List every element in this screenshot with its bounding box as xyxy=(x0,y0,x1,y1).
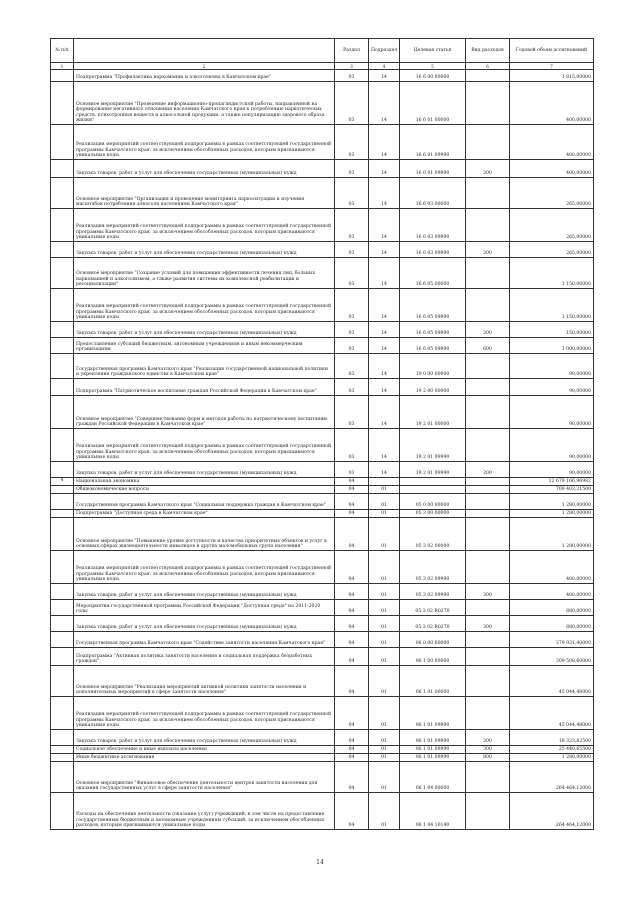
row-razdel: 03 xyxy=(335,178,369,209)
table-row xyxy=(51,338,594,354)
row-razdel: 04 xyxy=(335,478,369,486)
row-amount: 265,00000 xyxy=(510,242,594,258)
row-name: Подпрограмма "Патриотическое воспитание граждан Российской Федерации в Камчатском крае" xyxy=(74,379,335,396)
row-amount: 150,00000 xyxy=(510,322,594,338)
row-name: Реализация мероприятий соответствующей подпрограммы в рамках соответствующей государственной программы Камчатского края, за исключением обособленных расходов, которым присваиваются уникальные коды xyxy=(74,289,335,322)
row-target-article xyxy=(400,478,466,486)
row-name: Социальное обеспечение и иные выплаты населению xyxy=(74,746,335,754)
row-name: Подпрограмма "Профилактика наркомании и алкоголизма в Камчатском крае" xyxy=(74,70,335,82)
table-row xyxy=(51,289,594,322)
row-razdel: 04 xyxy=(335,746,369,754)
row-target-article: 16 6 01 09990 xyxy=(400,160,466,178)
row-amount: 309 508,60000 xyxy=(510,648,594,666)
row-razdel: 04 xyxy=(335,793,369,830)
row-podrazdel: 14 xyxy=(369,429,400,462)
table-row xyxy=(51,322,594,338)
row-podrazdel: 01 xyxy=(369,510,400,518)
row-expense-type xyxy=(466,762,510,793)
row-razdel: 03 xyxy=(335,125,369,160)
row-razdel: 04 xyxy=(335,494,369,510)
row-number xyxy=(51,209,74,242)
row-podrazdel: 14 xyxy=(369,289,400,322)
table-row xyxy=(51,746,594,754)
row-expense-type xyxy=(466,379,510,396)
row-podrazdel: 14 xyxy=(369,82,400,125)
row-name: Национальная экономика xyxy=(74,478,335,486)
row-amount: 12 679 166,96982 xyxy=(510,478,594,486)
table-row xyxy=(51,486,594,494)
row-amount: 400,00000 xyxy=(510,584,594,600)
table-row xyxy=(51,429,594,462)
row-podrazdel: 01 xyxy=(369,518,400,551)
row-amount: 90,00000 xyxy=(510,354,594,379)
row-expense-type xyxy=(466,82,510,125)
row-expense-type xyxy=(466,178,510,209)
row-name: Реализация мероприятий соответствующей подпрограммы в рамках соответствующей государственной программы Камчатского края, за исключением обособленных расходов, которым присваиваются уникальные коды xyxy=(74,551,335,584)
row-target-article: 19 2 01 09990 xyxy=(400,429,466,462)
table-row xyxy=(51,379,594,396)
row-amount: 45 044,48000 xyxy=(510,697,594,730)
row-number xyxy=(51,730,74,746)
row-amount: 1 150,00000 xyxy=(510,258,594,289)
column-index: 6 xyxy=(466,63,510,70)
table-header-row xyxy=(51,39,594,63)
row-expense-type xyxy=(466,697,510,730)
table-row xyxy=(51,600,594,616)
column-index: 5 xyxy=(400,63,466,70)
row-podrazdel xyxy=(369,478,400,486)
row-expense-type xyxy=(466,518,510,551)
row-number xyxy=(51,666,74,697)
row-expense-type xyxy=(466,258,510,289)
row-expense-type xyxy=(466,209,510,242)
header-expense-type: Вид расходов xyxy=(466,39,510,63)
row-razdel: 04 xyxy=(335,518,369,551)
row-expense-type: 200 xyxy=(466,242,510,258)
row-name: Реализация мероприятий соответствующей подпрограммы в рамках соответствующей государственной программы Камчатского края, за исключением обособленных расходов, которым присваиваются уникальные коды xyxy=(74,429,335,462)
column-index: 3 xyxy=(335,63,369,70)
table-row xyxy=(51,178,594,209)
row-razdel: 04 xyxy=(335,632,369,648)
table-row xyxy=(51,160,594,178)
row-amount: 90,00000 xyxy=(510,462,594,478)
table-row xyxy=(51,396,594,429)
row-podrazdel: 01 xyxy=(369,616,400,632)
row-name: Расходы на обеспечение деятельности (оказание услуг) учреждений, в том числе на предоставление государственным бюджетным и автономным учреждениям субсидий, за исключением обособленных расходов, которым присваиваются уникальные коды xyxy=(74,793,335,830)
row-name: Основное мероприятие "Организация и проведение мониторинга наркоситуации и изучения масштабов потребления алкоголя населением Камчатского края" xyxy=(74,178,335,209)
row-target-article: 16 6 05 09990 xyxy=(400,338,466,354)
row-target-article: 19 2 01 00000 xyxy=(400,396,466,429)
table-row xyxy=(51,730,594,746)
row-name: Подпрограмма "Доступная среда в Камчатском крае" xyxy=(74,510,335,518)
row-podrazdel: 14 xyxy=(369,160,400,178)
row-razdel: 03 xyxy=(335,322,369,338)
header-target-article: Целевая статья xyxy=(400,39,466,63)
row-expense-type: 800 xyxy=(466,754,510,762)
row-podrazdel: 14 xyxy=(369,70,400,82)
row-razdel: 04 xyxy=(335,616,369,632)
table-row xyxy=(51,510,594,518)
row-target-article: 16 6 03 09990 xyxy=(400,242,466,258)
row-name: Основное мероприятие "Повышение уровня доступности и качества приоритетных объектов и услуг в основных сферах жизнедеятельности инвалидов и других маломобильных групп населения" xyxy=(74,518,335,551)
row-amount: 1 280,00000 xyxy=(510,510,594,518)
row-number xyxy=(51,258,74,289)
row-number xyxy=(51,429,74,462)
row-razdel: 03 xyxy=(335,338,369,354)
row-expense-type: 200 xyxy=(466,322,510,338)
row-amount: 265,00000 xyxy=(510,178,594,209)
row-podrazdel: 01 xyxy=(369,494,400,510)
row-amount: 18 323,82500 xyxy=(510,730,594,746)
table-row xyxy=(51,518,594,551)
row-number xyxy=(51,354,74,379)
row-amount: 25 440,65500 xyxy=(510,746,594,754)
row-amount: 265,00000 xyxy=(510,209,594,242)
row-name: Реализация мероприятий соответствующей подпрограммы в рамках соответствующей государственной программы Камчатского края, за исключением обособленных расходов, которым присваиваются уникальные коды xyxy=(74,125,335,160)
row-target-article xyxy=(400,486,466,494)
row-number xyxy=(51,178,74,209)
row-target-article: 19 2 01 09990 xyxy=(400,462,466,478)
row-number xyxy=(51,70,74,82)
row-podrazdel: 14 xyxy=(369,338,400,354)
row-name: Государственная программа Камчатского края "Реализация государственной национальной политики и укрепление гражданского единства в Камчатском крае" xyxy=(74,354,335,379)
table-row xyxy=(51,754,594,762)
row-target-article: 06 0 00 00000 xyxy=(400,632,466,648)
row-razdel: 04 xyxy=(335,697,369,730)
row-name: Предоставление субсидий бюджетным, автономным учреждениям и иным некоммерческим организациям xyxy=(74,338,335,354)
table-row xyxy=(51,697,594,730)
row-number xyxy=(51,379,74,396)
row-name: Подпрограмма "Активная политика занятости населения и социальная поддержка безработных граждан" xyxy=(74,648,335,666)
table-row xyxy=(51,462,594,478)
row-amount: 1 815,00000 xyxy=(510,70,594,82)
row-name: Общеэкономические вопросы xyxy=(74,486,335,494)
row-razdel: 03 xyxy=(335,379,369,396)
row-number xyxy=(51,793,74,830)
column-index: 2 xyxy=(74,63,335,70)
row-number xyxy=(51,494,74,510)
row-razdel: 03 xyxy=(335,354,369,379)
row-amount: 379 931,40000 xyxy=(510,632,594,648)
row-target-article: 16 6 00 00000 xyxy=(400,70,466,82)
row-amount: 1 280,00000 xyxy=(510,494,594,510)
row-amount: 1 280,00000 xyxy=(510,754,594,762)
row-number xyxy=(51,616,74,632)
row-target-article: 19 0 00 00000 xyxy=(400,354,466,379)
row-amount: 1 150,00000 xyxy=(510,289,594,322)
table-body xyxy=(51,70,594,830)
row-razdel: 04 xyxy=(335,584,369,600)
row-expense-type: 300 xyxy=(466,746,510,754)
row-podrazdel: 14 xyxy=(369,209,400,242)
row-amount: 1 280,00000 xyxy=(510,518,594,551)
row-number xyxy=(51,338,74,354)
row-podrazdel: 01 xyxy=(369,730,400,746)
row-name: Основное мероприятие "Совершенствование форм и методов работы по патриотическому воспитанию граждан Российской Федерации в Камчатском крае" xyxy=(74,396,335,429)
row-razdel: 03 xyxy=(335,209,369,242)
row-name: Основное мероприятие "Финансовое обеспечение деятельности центров занятости населения для оказания государственных услуг в сфере занятости населения" xyxy=(74,762,335,793)
row-target-article: 16 6 01 09990 xyxy=(400,125,466,160)
row-podrazdel: 01 xyxy=(369,584,400,600)
row-amount: 264 464,12000 xyxy=(510,793,594,830)
column-index: 7 xyxy=(510,63,594,70)
row-amount: 400,00000 xyxy=(510,160,594,178)
row-expense-type xyxy=(466,70,510,82)
row-number xyxy=(51,82,74,125)
table-row xyxy=(51,584,594,600)
row-target-article: 19 2 00 00000 xyxy=(400,379,466,396)
header-razdel: Раздел xyxy=(335,39,369,63)
row-podrazdel: 14 xyxy=(369,396,400,429)
budget-table xyxy=(50,38,594,830)
row-amount: 880,00000 xyxy=(510,600,594,616)
row-razdel: 03 xyxy=(335,160,369,178)
row-podrazdel: 01 xyxy=(369,754,400,762)
row-expense-type xyxy=(466,289,510,322)
row-number xyxy=(51,396,74,429)
table-row xyxy=(51,762,594,793)
row-amount: 90,00000 xyxy=(510,429,594,462)
column-index-row xyxy=(51,63,594,70)
row-target-article: 05 3 02 09990 xyxy=(400,584,466,600)
header-num: № п/п xyxy=(51,39,74,63)
row-target-article: 05 3 02 09990 xyxy=(400,551,466,584)
row-target-article: 05 3 02 R0270 xyxy=(400,616,466,632)
row-podrazdel: 01 xyxy=(369,648,400,666)
row-number xyxy=(51,762,74,793)
table-row xyxy=(51,242,594,258)
row-podrazdel: 14 xyxy=(369,242,400,258)
table-row xyxy=(51,125,594,160)
row-amount: 45 044,48000 xyxy=(510,666,594,697)
table-row xyxy=(51,632,594,648)
row-target-article: 06 1 04 10140 xyxy=(400,793,466,830)
row-razdel: 04 xyxy=(335,648,369,666)
row-name: Закупка товаров, работ и услуг для обеспечения государственных (муниципальных) нужд xyxy=(74,322,335,338)
table-row xyxy=(51,616,594,632)
row-razdel: 03 xyxy=(335,82,369,125)
row-podrazdel: 14 xyxy=(369,258,400,289)
row-name: Мероприятия государственной программы Российской Федерации "Доступная среда" на 2011-2020 годы xyxy=(74,600,335,616)
document-page xyxy=(50,38,593,830)
row-amount: 400,00000 xyxy=(510,125,594,160)
table-row xyxy=(51,478,594,486)
row-number xyxy=(51,322,74,338)
table-row xyxy=(51,209,594,242)
row-number xyxy=(51,754,74,762)
table-row xyxy=(51,258,594,289)
row-razdel: 04 xyxy=(335,762,369,793)
header-name xyxy=(74,39,335,63)
row-target-article: 06 1 01 09990 xyxy=(400,730,466,746)
row-razdel: 03 xyxy=(335,289,369,322)
row-amount: 90,00000 xyxy=(510,396,594,429)
row-razdel: 03 xyxy=(335,396,369,429)
row-podrazdel: 01 xyxy=(369,486,400,494)
row-expense-type: 200 xyxy=(466,462,510,478)
row-number xyxy=(51,289,74,322)
row-name: Государственная программа Камчатского края "Социальная поддержка граждан в Камчатском крае" xyxy=(74,494,335,510)
row-target-article: 06 1 04 00000 xyxy=(400,762,466,793)
row-amount: 400,00000 xyxy=(510,551,594,584)
table-row xyxy=(51,82,594,125)
row-podrazdel: 01 xyxy=(369,666,400,697)
table-row xyxy=(51,648,594,666)
row-razdel: 03 xyxy=(335,70,369,82)
row-target-article: 05 3 02 R0270 xyxy=(400,600,466,616)
row-expense-type: 600 xyxy=(466,338,510,354)
table-row xyxy=(51,793,594,830)
row-name: Закупка товаров, работ и услуг для обеспечения государственных (муниципальных) нужд xyxy=(74,730,335,746)
row-podrazdel: 14 xyxy=(369,354,400,379)
header-annual-amount: Годовой объем ассигнований xyxy=(510,39,594,63)
row-number xyxy=(51,746,74,754)
row-podrazdel: 01 xyxy=(369,551,400,584)
row-number xyxy=(51,648,74,666)
row-number xyxy=(51,462,74,478)
row-target-article: 16 6 03 09990 xyxy=(400,209,466,242)
row-razdel: 03 xyxy=(335,258,369,289)
table-row xyxy=(51,551,594,584)
row-podrazdel: 01 xyxy=(369,793,400,830)
row-amount: 90,00000 xyxy=(510,379,594,396)
row-name: Закупка товаров, работ и услуг для обеспечения государственных (муниципальных) нужд xyxy=(74,462,335,478)
row-expense-type xyxy=(466,396,510,429)
row-target-article: 16 6 05 09990 xyxy=(400,289,466,322)
row-name: Закупка товаров, работ и услуг для обеспечения государственных (муниципальных) нужд xyxy=(74,160,335,178)
row-podrazdel: 14 xyxy=(369,178,400,209)
table-row xyxy=(51,494,594,510)
row-name: Закупка товаров, работ и услуг для обеспечения государственных (муниципальных) нужд xyxy=(74,584,335,600)
row-expense-type xyxy=(466,510,510,518)
row-amount: 1 000,00000 xyxy=(510,338,594,354)
row-expense-type: 200 xyxy=(466,160,510,178)
table-row xyxy=(51,666,594,697)
row-podrazdel: 14 xyxy=(369,462,400,478)
table-row xyxy=(51,70,594,82)
row-name: Основное мероприятие "Реализация мероприятий активной политики занятости населения и дополнительных мероприятий в сфере занятости населения" xyxy=(74,666,335,697)
column-index: 1 xyxy=(51,63,74,70)
row-target-article: 05 0 00 00000 xyxy=(400,494,466,510)
row-target-article: 06 1 01 09990 xyxy=(400,754,466,762)
row-number xyxy=(51,697,74,730)
row-expense-type xyxy=(466,666,510,697)
row-amount: 709 403,21500 xyxy=(510,486,594,494)
row-target-article: 16 6 05 09990 xyxy=(400,322,466,338)
row-target-article: 06 1 01 09990 xyxy=(400,746,466,754)
row-number xyxy=(51,510,74,518)
row-number xyxy=(51,486,74,494)
row-razdel: 04 xyxy=(335,730,369,746)
row-amount: 400,00000 xyxy=(510,82,594,125)
row-amount: 264 464,12000 xyxy=(510,762,594,793)
header-podrazdel: Подраздел xyxy=(369,39,400,63)
row-name: Реализация мероприятий соответствующей подпрограммы в рамках соответствующей государственной программы Камчатского края, за исключением обособленных расходов, которым присваиваются уникальные коды xyxy=(74,697,335,730)
row-podrazdel: 14 xyxy=(369,322,400,338)
row-expense-type xyxy=(466,354,510,379)
row-name: Закупка товаров, работ и услуг для обеспечения государственных (муниципальных) нужд xyxy=(74,242,335,258)
row-expense-type: 200 xyxy=(466,730,510,746)
row-razdel: 04 xyxy=(335,666,369,697)
row-expense-type: 200 xyxy=(466,616,510,632)
row-target-article: 06 1 00 00000 xyxy=(400,648,466,666)
row-name: Основное мероприятие "Создание условий для повышения эффективности лечения лиц, больных наркоманией и алкоголизмом, а также развития системы их комплексной реабилитации и ресоциализации" xyxy=(74,258,335,289)
row-number xyxy=(51,584,74,600)
row-podrazdel: 01 xyxy=(369,697,400,730)
column-index: 4 xyxy=(369,63,400,70)
row-razdel: 04 xyxy=(335,754,369,762)
row-razdel: 03 xyxy=(335,462,369,478)
row-number: 4 xyxy=(51,478,74,486)
row-number xyxy=(51,160,74,178)
row-name: Иные бюджетные ассигнования xyxy=(74,754,335,762)
row-target-article: 05 3 00 00000 xyxy=(400,510,466,518)
row-name: Основное мероприятие "Проведение информационно-пропагандистской работы, направленной на формирование негативного отношения населения Камчатского края к потреблению наркотических средств, психотропных веществ и алкогольной продукции, а также популяризацию здорового образа жизни" xyxy=(74,82,335,125)
row-podrazdel: 01 xyxy=(369,600,400,616)
row-podrazdel: 01 xyxy=(369,632,400,648)
row-target-article: 05 3 02 00000 xyxy=(400,518,466,551)
row-name: Закупка товаров, работ и услуг для обеспечения государственных (муниципальных) нужд xyxy=(74,616,335,632)
row-number xyxy=(51,518,74,551)
row-expense-type xyxy=(466,486,510,494)
row-number xyxy=(51,632,74,648)
row-number xyxy=(51,242,74,258)
row-razdel: 04 xyxy=(335,551,369,584)
row-podrazdel: 01 xyxy=(369,762,400,793)
row-razdel: 04 xyxy=(335,600,369,616)
row-expense-type xyxy=(466,125,510,160)
row-podrazdel: 14 xyxy=(369,125,400,160)
row-amount: 880,00000 xyxy=(510,616,594,632)
row-target-article: 06 1 01 09990 xyxy=(400,697,466,730)
row-target-article: 06 1 01 00000 xyxy=(400,666,466,697)
row-name: Реализация мероприятий соответствующей подпрограммы в рамках соответствующей государственной программы Камчатского края, за исключением обособленных расходов, которым присваиваются уникальные коды xyxy=(74,209,335,242)
row-number xyxy=(51,551,74,584)
row-expense-type xyxy=(466,632,510,648)
row-expense-type xyxy=(466,648,510,666)
row-expense-type xyxy=(466,793,510,830)
row-target-article: 16 6 03 00000 xyxy=(400,178,466,209)
row-target-article: 16 6 01 00000 xyxy=(400,82,466,125)
row-target-article: 16 6 05 00000 xyxy=(400,258,466,289)
row-number xyxy=(51,125,74,160)
row-expense-type xyxy=(466,478,510,486)
row-razdel: 04 xyxy=(335,486,369,494)
row-expense-type xyxy=(466,494,510,510)
row-expense-type: 200 xyxy=(466,584,510,600)
row-expense-type xyxy=(466,600,510,616)
row-razdel: 03 xyxy=(335,242,369,258)
row-razdel: 03 xyxy=(335,429,369,462)
table-row xyxy=(51,354,594,379)
row-podrazdel: 14 xyxy=(369,379,400,396)
row-name: Государственная программа Камчатского края "Содействие занятости населения Камчатского края" xyxy=(74,632,335,648)
row-expense-type xyxy=(466,551,510,584)
row-expense-type xyxy=(466,429,510,462)
row-razdel: 04 xyxy=(335,510,369,518)
row-number xyxy=(51,600,74,616)
page-number: 14 xyxy=(316,859,324,866)
row-podrazdel: 01 xyxy=(369,746,400,754)
